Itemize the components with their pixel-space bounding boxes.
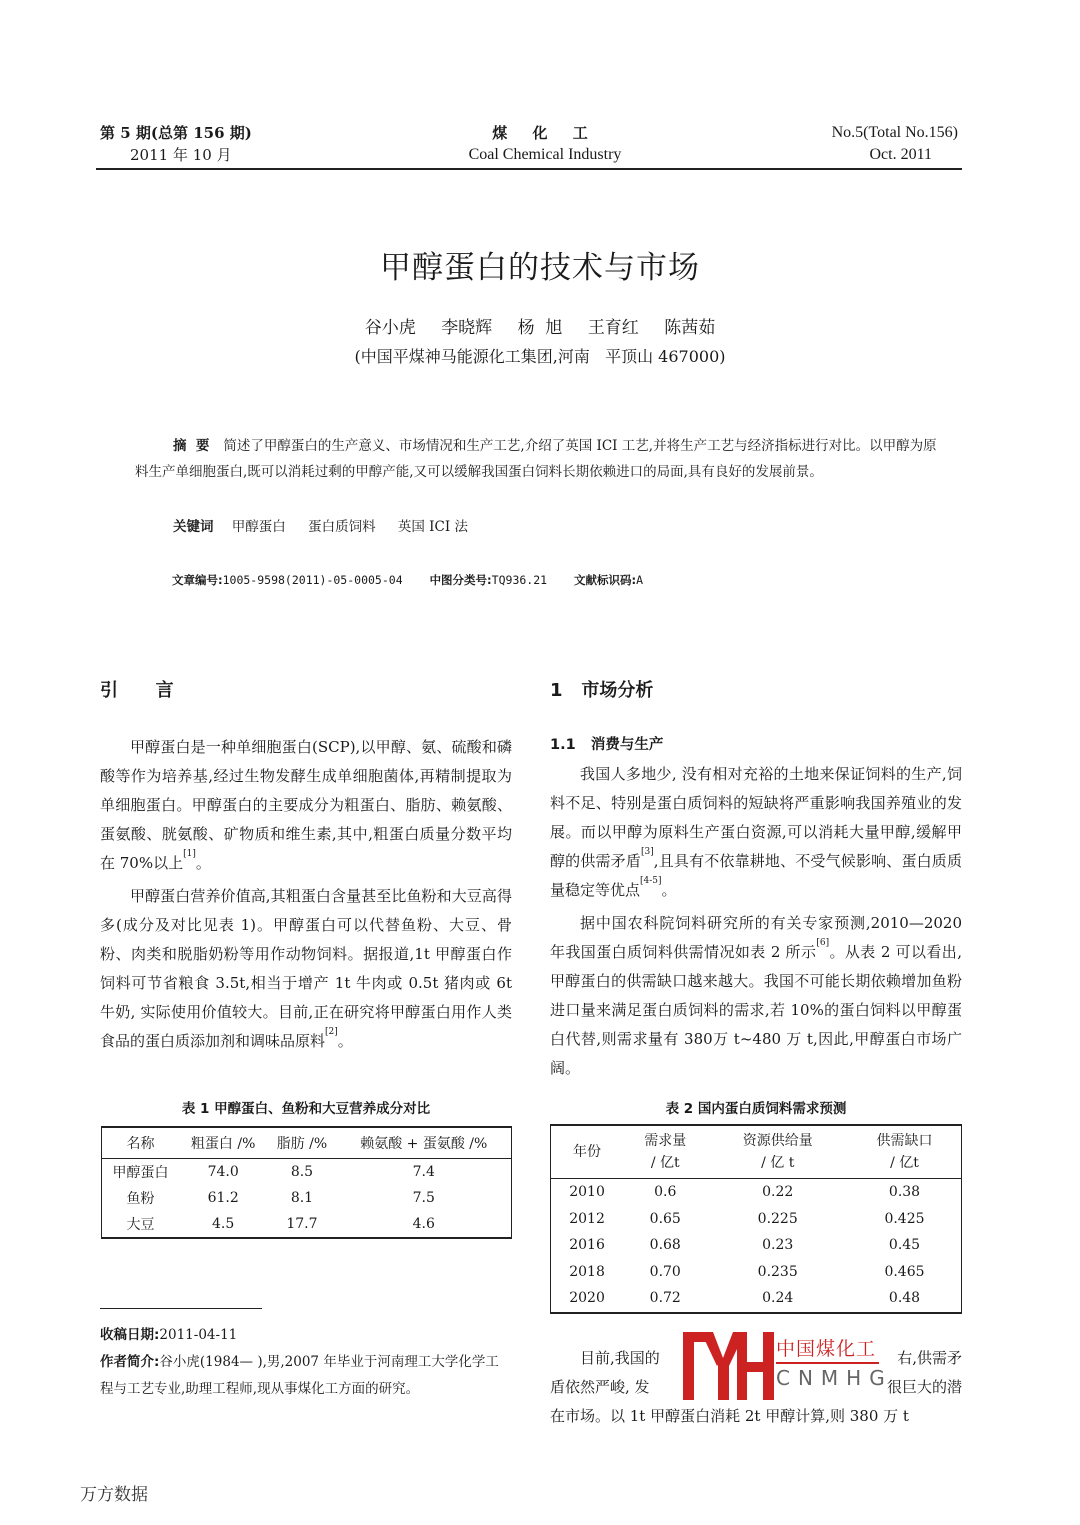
column-header: 名称 (102, 1127, 179, 1159)
table-cell: 0.235 (757, 1263, 798, 1280)
article-title: 甲醇蛋白的技术与市场 (380, 250, 700, 286)
table-cell: 4.6 (412, 1216, 435, 1232)
date-en: Oct. 2011 (869, 146, 932, 163)
footnote-rule (100, 1308, 262, 1309)
table-cell: 2010 (569, 1184, 605, 1201)
table-row (102, 1211, 512, 1238)
table-cell: 0.45 (888, 1237, 921, 1254)
received-label: 收稿日期: (100, 1327, 160, 1343)
author-bio: 谷小虎(1984— ),男,2007 年毕业于河南理工大学化学工程与工艺专业,助理工程师,现从事煤化工方面的研究。 (100, 1354, 499, 1397)
table-cell: 甲醇蛋白 (112, 1165, 169, 1181)
journal-en: Coal Chemical Industry (468, 146, 622, 163)
table-cell: 0.6 (654, 1184, 677, 1201)
table-cell: 4.5 (212, 1216, 235, 1232)
table-cell: 8.5 (290, 1164, 314, 1180)
clc-label: 中图分类号: (429, 573, 492, 587)
table-cell: 2018 (569, 1263, 605, 1280)
author: 王育红 (587, 318, 639, 338)
table-cell: 61.2 (207, 1190, 239, 1206)
table-cell: 0.38 (888, 1184, 921, 1201)
section-heading: 1 市场分析 (550, 680, 654, 701)
abstract (135, 433, 945, 485)
table-cell: 0.465 (884, 1263, 925, 1280)
keyword: 英国 ICI 法 (397, 519, 468, 535)
table-cell: 17.7 (286, 1216, 318, 1232)
author: 陈茜茹 (664, 318, 716, 338)
date-cn: 2011 年 10 月 (130, 146, 232, 164)
keyword: 蛋白质饲料 (308, 519, 376, 535)
logo-underline (776, 1362, 879, 1364)
table1 (101, 1126, 512, 1239)
citation: [2] (325, 1027, 338, 1037)
table2 (550, 1124, 962, 1314)
running-header-center (380, 122, 710, 166)
table-cell: 0.24 (762, 1290, 794, 1307)
keyword: 甲醇蛋白 (231, 519, 286, 535)
column-header: 脂肪 /% (267, 1127, 336, 1159)
column-header: 年份 (551, 1125, 624, 1179)
table-row (551, 1285, 962, 1313)
table1-caption: 表 1 甲醇蛋白、鱼粉和大豆营养成分对比 (181, 1101, 431, 1117)
article-no: 1005-9598(2011)-05-0005-04 (222, 573, 403, 587)
wanfang-watermark: 万方数据 (80, 1485, 148, 1505)
market-paragraph: 据中国农科院饲料研究所的有关专家预测,2010—2020 年我国蛋白质饲料供需情况如表 2 所示[6]。从表 2 可以看出,甲醇蛋白的供需缺口越来越大。我国不可能长期依赖增加鱼粉进口量来满足蛋白质饲料的需求,若 10%的蛋白饲料以甲醇蛋白代替,则需求量有 380万 t~480 万 t,因此,甲醇蛋白市场广阔。 (550, 914, 962, 1077)
cnmhg-watermark-logo (683, 1332, 893, 1400)
article-meta (172, 572, 663, 588)
table-cell: 2020 (569, 1290, 605, 1307)
table-cell: 0.72 (649, 1290, 681, 1307)
running-header-left (100, 122, 252, 166)
citation: [3] (641, 847, 654, 857)
table-cell: 0.70 (649, 1263, 681, 1280)
table-cell: 0.425 (884, 1210, 925, 1227)
abstract-label: 摘 要 (173, 438, 210, 454)
column-header: 粗蛋白 /% (179, 1127, 267, 1159)
author: 谷小虎 (364, 318, 416, 338)
author-list (0, 313, 1080, 338)
column-header: 需求量 / 亿t (623, 1125, 707, 1179)
table-cell: 鱼粉 (126, 1191, 155, 1207)
table-cell: 74.0 (207, 1164, 239, 1180)
column-header: 赖氨酸 + 蛋氨酸 /% (337, 1127, 512, 1159)
abstract-text: 简述了甲醇蛋白的生产意义、市场情况和生产工艺,介绍了英国 ICI 工艺,并将生产工艺与经济指标进行对比。以甲醇为原料生产单细胞蛋白,既可以消耗过剩的甲醇产能,又可以缓解我国蛋白饲料长期依赖进口的局面,具有良好的发展前景。 (135, 438, 937, 480)
keywords (173, 515, 486, 535)
citation: [1] (183, 849, 196, 859)
bio-label: 作者简介: (100, 1354, 160, 1370)
table-cell: 2016 (569, 1237, 605, 1254)
citation: [4-5] (640, 876, 662, 886)
table-row (551, 1232, 962, 1259)
journal-cn: 煤 化 工 (492, 124, 598, 142)
article-no-label: 文章编号: (172, 573, 223, 587)
logo-text-cn: 中国煤化工 (776, 1338, 877, 1360)
table-cell: 0.65 (649, 1210, 681, 1227)
header-rule (96, 168, 962, 170)
table-row (551, 1179, 962, 1206)
table2-caption: 表 2 国内蛋白质饲料需求预测 (665, 1101, 847, 1117)
table-row (551, 1206, 962, 1233)
table-row (102, 1185, 512, 1211)
affiliation: (中国平煤神马能源化工集团,河南 平顶山 467000) (354, 347, 726, 366)
received-date: 2011-04-11 (159, 1327, 238, 1343)
doc-code: A (636, 573, 644, 587)
table-cell: 2012 (569, 1210, 605, 1227)
table-cell: 7.5 (412, 1190, 435, 1206)
market-paragraph: 我国人多地少, 没有相对充裕的土地来保证饲料的生产,饲料不足、特别是蛋白质饲料的短缺将严重影响我国养殖业的发展。而以甲醇为原料生产蛋白资源,可以消耗大量甲醇,缓解甲醇的供需矛盾[3],且具有不依靠耕地、不受气候影响、蛋白质质量稳定等优点[4-5]。 (550, 765, 962, 899)
issue-cn: 第 5 期(总第 156 期) (100, 124, 252, 142)
column-header: 供需缺口 / 亿t (848, 1125, 962, 1179)
mh-logo-icon (683, 1332, 775, 1400)
table-cell: 8.1 (290, 1190, 314, 1206)
intro-heading: 引 言 (100, 680, 174, 701)
column-header: 资源供给量 / 亿 t (707, 1125, 848, 1179)
table-cell: 0.225 (757, 1210, 798, 1227)
market-paragraph-continued: 目前,我国的 右,供需矛 盾依然严峻, 发 很巨大的潜 在市场。以 1t 甲醇蛋白消耗 2t 甲醇计算,则 380 万 t (550, 1349, 962, 1425)
table-cell: 0.48 (888, 1290, 921, 1307)
table-cell: 7.4 (412, 1164, 435, 1180)
market-section (550, 676, 962, 1087)
table-cell: 0.23 (762, 1237, 794, 1254)
clc-code: TQ936.21 (491, 573, 548, 587)
table-cell: 大豆 (126, 1217, 155, 1233)
table-row (551, 1259, 962, 1286)
author: 李晓辉 (441, 318, 493, 338)
table-header-row (551, 1125, 962, 1179)
author: 杨 旭 (517, 318, 563, 338)
logo-text-en: CNMHG (776, 1366, 893, 1390)
table-cell: 0.68 (649, 1237, 681, 1254)
citation: [6] (816, 938, 830, 948)
subsection-heading: 1.1 消费与生产 (550, 737, 664, 753)
intro-paragraph: 甲醇蛋白是一种单细胞蛋白(SCP),以甲醇、氨、硫酸和磷酸等作为培养基,经过生物发酵生成单细胞菌体,再精制提取为单细胞蛋白。甲醇蛋白的主要成分为粗蛋白、脂肪、赖氨酸、蛋氨酸、胱氨酸、矿物质和维生素,其中,粗蛋白质量分数平均在 70%以上[1]。 (100, 738, 512, 872)
table-cell: 0.22 (762, 1184, 794, 1201)
intro-paragraph: 甲醇蛋白营养价值高,其粗蛋白含量甚至比鱼粉和大豆高得多(成分及对比见表 1)。甲醇蛋白可以代替鱼粉、大豆、骨粉、肉类和脱脂奶粉等用作动物饲料。据报道,1t 甲醇蛋白作饲料可节省粮食 3.5t,相当于增产 1t 牛肉或 0.5t 猪肉或 6t 牛奶, 实际使用价值较大。目前,正在研究将甲醇蛋白用作人类食品的蛋白质添加剂和调味品原料[2]。 (100, 887, 512, 1050)
doc-code-label: 文献标识码: (574, 573, 637, 587)
table-row (102, 1159, 512, 1186)
issue-en: No.5(Total No.156) (831, 124, 958, 141)
keywords-label: 关键词 (173, 519, 214, 535)
running-header-right (832, 122, 958, 166)
table-header-row (102, 1127, 512, 1159)
footnote (100, 1322, 512, 1403)
intro-section (100, 676, 512, 1060)
